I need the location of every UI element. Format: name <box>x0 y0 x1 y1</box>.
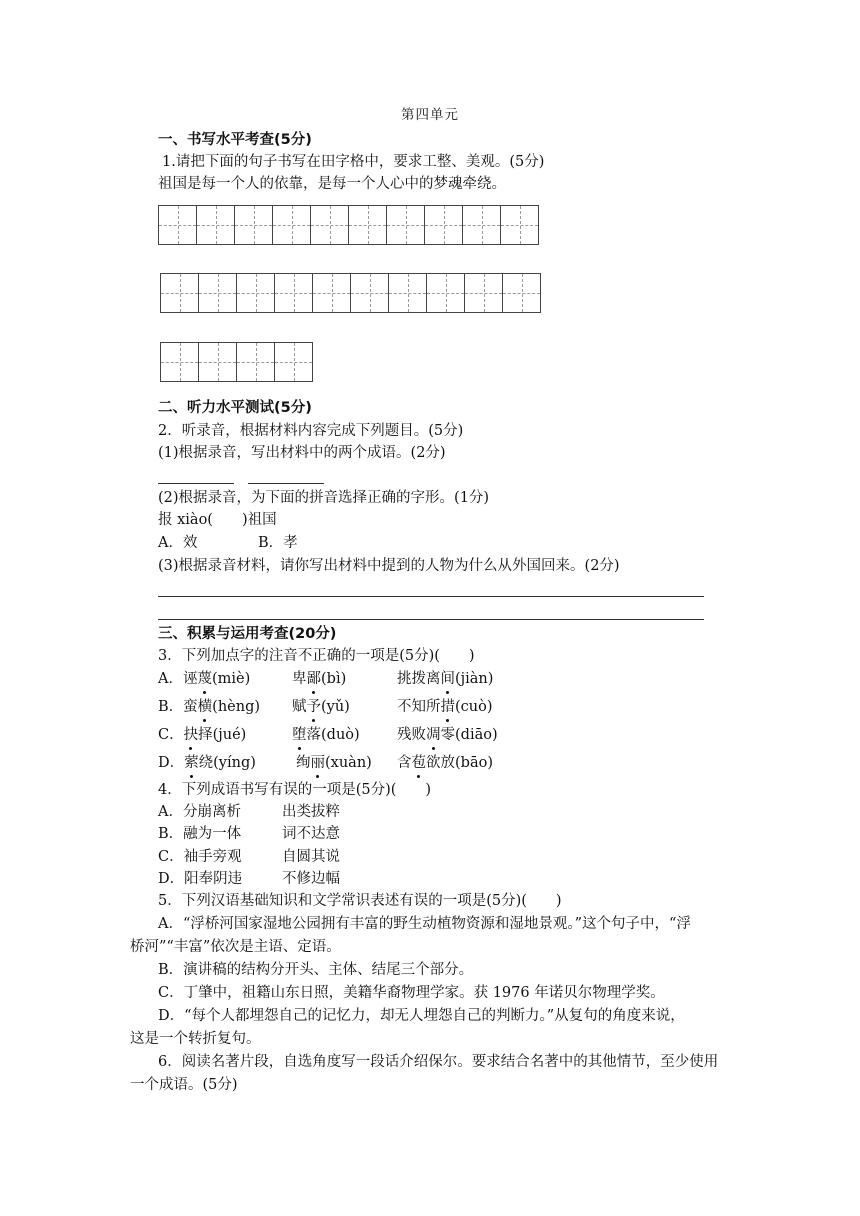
option-letter: B． <box>158 699 184 715</box>
grid-cell[interactable] <box>501 206 539 244</box>
grid-cell[interactable] <box>427 274 465 312</box>
q4-option-d[interactable]: D．阳奉阴违 <box>158 871 243 887</box>
copy-sentence: 祖国是每一个人的依靠，是每一个人心中的梦魂牵绕。 <box>158 176 506 192</box>
section-1-heading: 一、书写水平考查(5分) <box>158 132 312 148</box>
question-3: 3．下列加点字的注音不正确的一项是(5分)( ) <box>158 648 475 664</box>
page-title: 第四单元 <box>401 107 459 123</box>
question-2: 2．听录音，根据材料内容完成下列题目。(5分) <box>158 423 464 439</box>
dotted-char: 措 <box>440 699 455 715</box>
dotted-char: 萦 <box>184 755 199 771</box>
grid-cell[interactable] <box>273 206 311 244</box>
writing-grid-row-2[interactable] <box>160 273 541 313</box>
dotted-char: 蔑 <box>197 671 212 687</box>
grid-cell[interactable] <box>389 274 427 312</box>
q5-option-d[interactable]: D．“每个人都埋怨自己的记忆力，却无人埋怨自己的判断力。”从复句的角度来说， <box>158 1008 685 1024</box>
question-2-2-stem: 报 xiào( )祖国 <box>158 512 277 528</box>
dotted-char: 间 <box>440 671 455 687</box>
grid-cell[interactable] <box>199 343 237 381</box>
q4-option-b[interactable]: B．融为一体 <box>158 826 242 842</box>
section-2-heading: 二、听力水平测试(5分) <box>158 400 312 416</box>
grid-cell[interactable] <box>311 206 349 244</box>
answer-blank[interactable] <box>248 483 324 484</box>
grid-cell[interactable] <box>465 274 503 312</box>
grid-cell[interactable] <box>161 274 199 312</box>
answer-line[interactable] <box>158 619 704 620</box>
question-2-1: (1)根据录音，写出材料中的两个成语。(2分) <box>158 445 446 461</box>
q4-option-a[interactable]: A．分崩离析 <box>158 804 241 820</box>
dotted-char: 苞 <box>411 755 426 771</box>
grid-cell[interactable] <box>313 274 351 312</box>
option-a[interactable]: A．效 <box>158 535 198 551</box>
dotted-char: 抉 <box>183 727 199 743</box>
grid-cell[interactable] <box>425 206 463 244</box>
question-2-3: (3)根据录音材料，请你写出材料中提到的人物为什么从外国回来。(2分) <box>158 558 620 574</box>
grid-cell[interactable] <box>235 206 273 244</box>
dotted-char: 予 <box>306 699 321 715</box>
answer-line[interactable] <box>158 596 704 597</box>
grid-cell[interactable] <box>463 206 501 244</box>
q4-option-c[interactable]: C．袖手旁观 <box>158 849 242 865</box>
section-3-heading: 三、积累与运用考查(20分) <box>158 626 337 642</box>
q5-option-a[interactable]: A．“浮桥河国家湿地公园拥有丰富的野生动植物资源和湿地景观。”这个句子中，“浮 <box>158 916 691 932</box>
question-5: 5．下列汉语基础知识和文学常识表述有误的一项是(5分)( ) <box>158 893 562 909</box>
q3-option-a[interactable]: A．诬蔑(miè) <box>158 671 251 687</box>
grid-cell[interactable] <box>197 206 235 244</box>
grid-cell[interactable] <box>199 274 237 312</box>
dotted-char: 堕 <box>292 727 307 743</box>
q5-option-b[interactable]: B．演讲稿的结构分开头、主体、结尾三个部分。 <box>158 962 474 978</box>
grid-cell[interactable] <box>237 274 275 312</box>
grid-cell[interactable] <box>349 206 387 244</box>
q3-option-c[interactable]: C．抉择(jué) <box>158 727 247 743</box>
grid-cell[interactable] <box>351 274 389 312</box>
dotted-char: 凋 <box>426 727 441 743</box>
dotted-char: 横 <box>197 699 213 715</box>
q5-option-c[interactable]: C．丁肇中，祖籍山东日照，美籍华裔物理学家。获 1976 年诺贝尔物理学奖。 <box>158 985 665 1001</box>
dotted-char: 丽 <box>310 755 325 771</box>
question-4: 4．下列成语书写有误的一项是(5分)( ) <box>158 782 432 798</box>
grid-cell[interactable] <box>387 206 425 244</box>
q3-option-d[interactable]: D．萦绕(yíng) <box>158 755 256 771</box>
option-letter: C． <box>158 727 184 743</box>
q3-option-b[interactable]: B．蛮横(hèng) <box>158 699 261 715</box>
dotted-char: 鄙 <box>306 671 321 687</box>
question-2-2: (2)根据录音，为下面的拼音选择正确的字形。(1分) <box>158 490 490 506</box>
grid-cell[interactable] <box>161 343 199 381</box>
option-letter: A． <box>158 671 183 687</box>
option-letter: D． <box>158 755 185 771</box>
grid-cell[interactable] <box>503 274 541 312</box>
question-6: 6．阅读名著片段，自选角度写一段话介绍保尔。要求结合名著中的其他情节，至少使用 <box>158 1054 719 1070</box>
grid-cell[interactable] <box>159 206 197 244</box>
question-1: 1.请把下面的句子书写在田字格中，要求工整、美观。(5分) <box>162 154 545 170</box>
grid-cell[interactable] <box>237 343 275 381</box>
writing-grid-row-1[interactable] <box>158 205 539 245</box>
grid-cell[interactable] <box>275 274 313 312</box>
answer-blank[interactable] <box>158 483 234 484</box>
option-b[interactable]: B．孝 <box>258 535 298 551</box>
writing-grid-row-3[interactable] <box>160 342 313 382</box>
grid-cell[interactable] <box>275 343 313 381</box>
